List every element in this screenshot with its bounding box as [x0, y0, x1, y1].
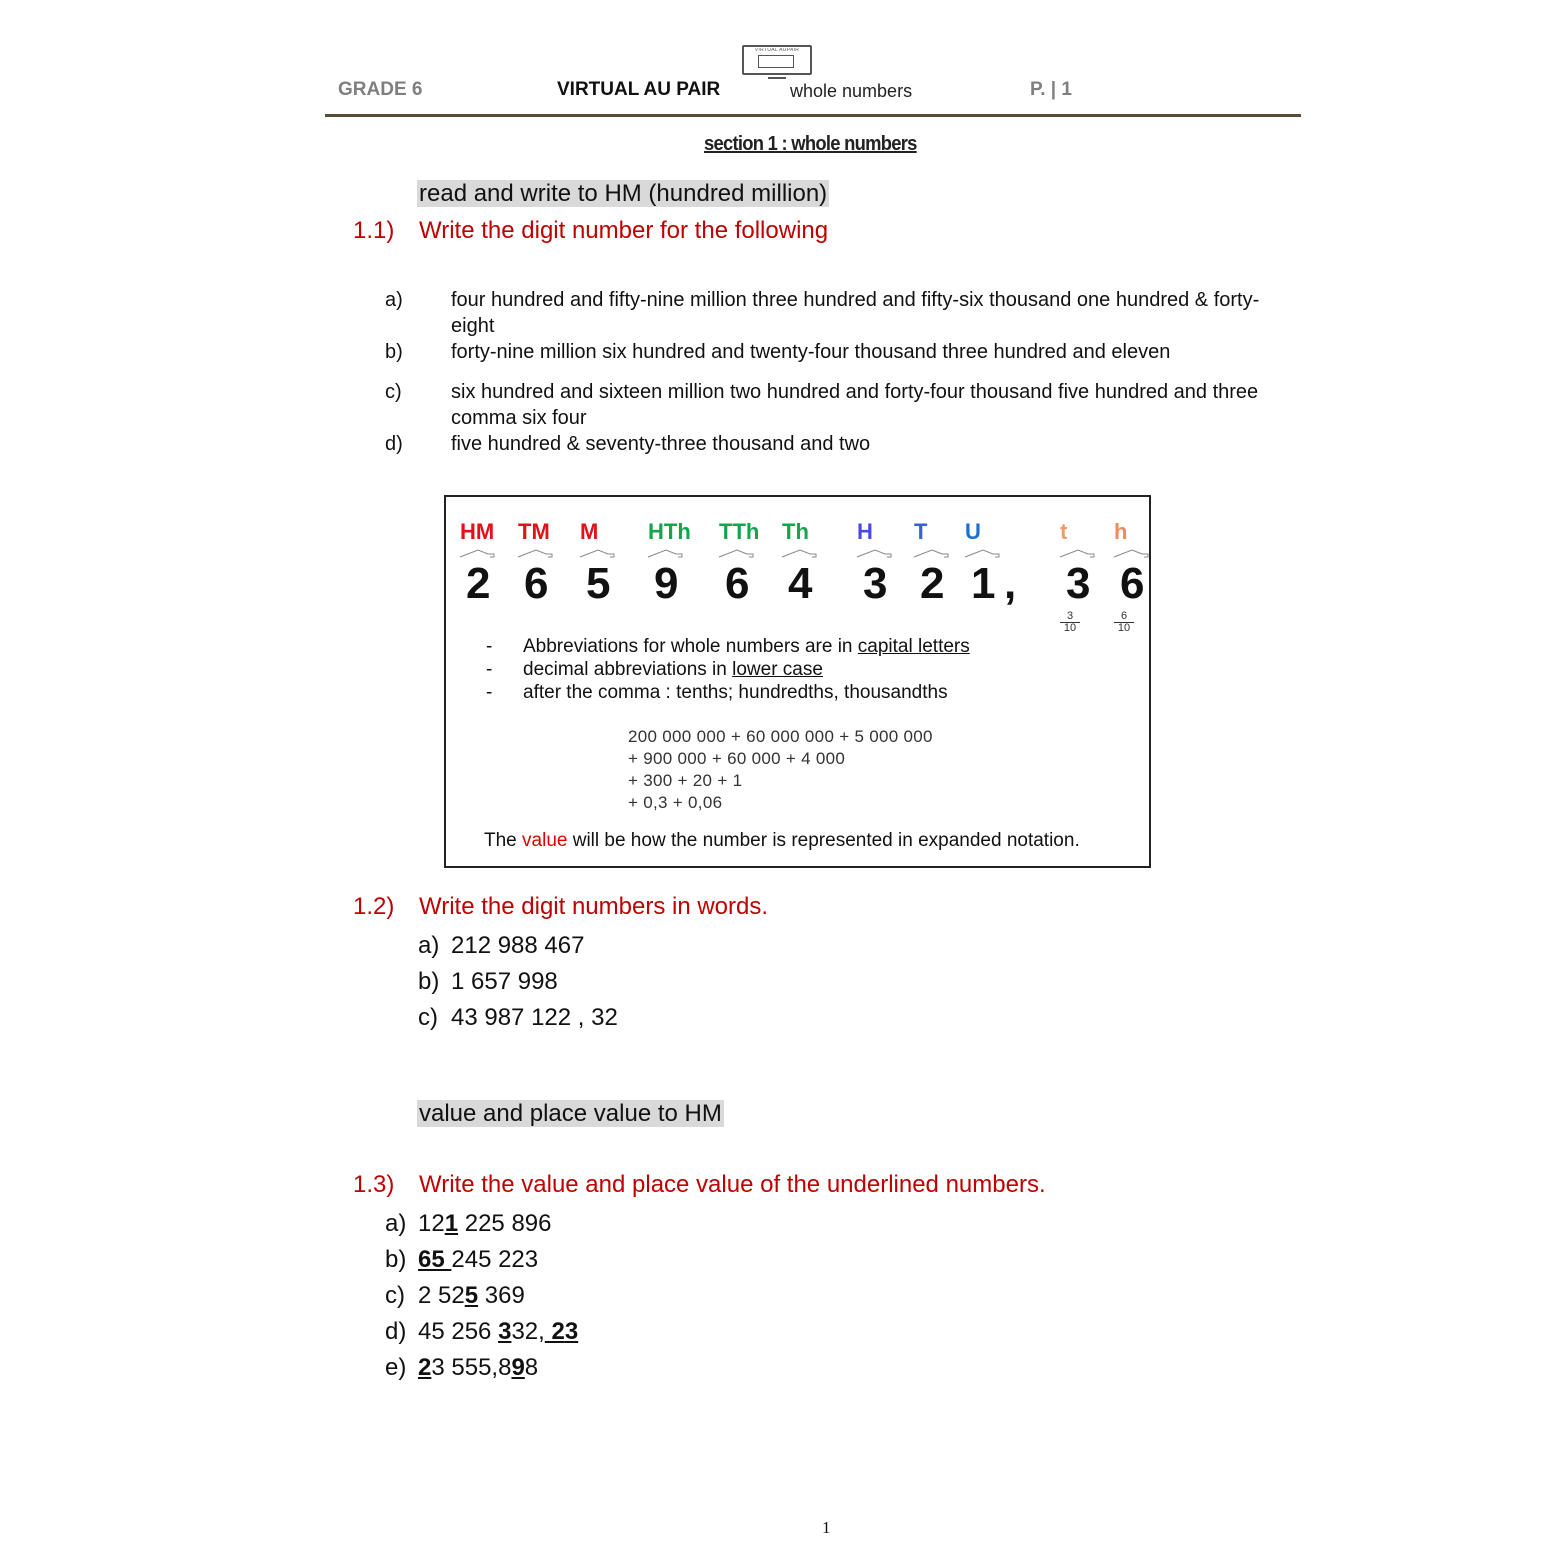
explanation-highlight: value	[522, 830, 568, 851]
question-title: Write the digit numbers in words.	[419, 893, 769, 920]
notes-list	[486, 635, 970, 704]
header-page-number: P. | 1	[1030, 79, 1072, 100]
question-1-1-list	[385, 287, 1298, 457]
item-label: c)	[385, 1282, 405, 1309]
number-text: 45 256	[418, 1318, 499, 1345]
underlined-digit: 3	[498, 1318, 512, 1345]
expanded-line: + 900 000 + 60 000 + 4 000	[628, 749, 846, 768]
place-label-h: h	[1114, 519, 1128, 544]
item-text: five hundred & seventy-three thousand and two	[451, 433, 871, 455]
note-text: Abbreviations for whole numbers are in	[523, 636, 858, 657]
part2-heading	[417, 1100, 724, 1128]
item-text: six hundred and sixteen million two hundred and forty-four thousand five hundred and three comma six four	[451, 381, 1259, 429]
item-text: 1 657 998	[451, 968, 558, 995]
place-label-H: H	[857, 519, 873, 544]
place-pointer-icon	[458, 547, 500, 559]
part2-heading-text: value and place value to HM	[419, 1100, 722, 1127]
place-pointer-icon	[855, 547, 897, 559]
place-digit: 5	[586, 559, 611, 608]
fraction-denominator: 10	[1060, 622, 1080, 634]
topic-label: whole numbers	[790, 81, 913, 101]
fraction-hundredths	[1114, 611, 1134, 634]
place-label-TTh: TTh	[719, 519, 760, 544]
question-title: Write the digit number for the following	[419, 217, 829, 244]
place-pointer-icon	[1058, 547, 1100, 559]
underlined-digit: 9	[511, 1354, 525, 1381]
place-digit: 1	[971, 559, 996, 608]
expanded-line: + 300 + 20 + 1	[628, 771, 743, 790]
place-label-TM: TM	[518, 519, 550, 544]
note-item	[486, 681, 970, 704]
fraction-denominator: 10	[1114, 622, 1134, 634]
grade-label: GRADE 6	[338, 79, 423, 100]
item-label: d)	[385, 1318, 407, 1345]
item-label: a)	[385, 289, 403, 311]
place-label-HTh: HTh	[648, 519, 691, 544]
part1-heading-text: read and write to HM (hundred million)	[419, 180, 828, 207]
underlined-digit: 2	[544, 1318, 565, 1345]
item-label: b)	[385, 1246, 407, 1273]
place-label-t: t	[1060, 519, 1068, 544]
list-item	[385, 1278, 578, 1314]
place-digit: 3	[863, 559, 888, 608]
number-text: 12	[418, 1210, 445, 1237]
place-pointer-icon	[516, 547, 558, 559]
dash: -	[486, 636, 493, 657]
note-item	[486, 658, 970, 681]
note-underlined: lower case	[732, 659, 823, 680]
number-text: 245 223	[451, 1246, 539, 1273]
list-item	[385, 287, 1298, 339]
underlined-digit: 3	[564, 1318, 579, 1345]
brand-name: VIRTUAL AU PAIR	[557, 79, 721, 100]
underlined-digit: 65	[418, 1246, 452, 1273]
question-1-3	[353, 1171, 1046, 1199]
logo-text: VIRTUAL AUPAIR	[754, 48, 800, 53]
place-pointer-icon	[912, 547, 954, 559]
expanded-notation	[628, 726, 933, 814]
question-1-3-list	[385, 1206, 578, 1386]
number-text: 32,	[511, 1318, 545, 1345]
section-title: section 1 : whole numbers	[704, 133, 917, 155]
place-digit: 3	[1066, 559, 1091, 608]
fraction-numerator: 3	[1066, 610, 1074, 622]
list-item	[418, 928, 618, 964]
place-digit: 2	[920, 559, 945, 608]
expanded-line: 200 000 000 + 60 000 000 + 5 000 000	[628, 727, 933, 746]
item-text: 212 988 467	[451, 932, 585, 959]
place-digit: 2	[466, 559, 491, 608]
value-explanation	[484, 830, 1080, 852]
list-item	[385, 1242, 578, 1278]
place-pointer-icon	[646, 547, 688, 559]
place-value-chart	[444, 495, 1151, 868]
item-text: 43 987 122 , 32	[451, 1004, 618, 1031]
place-pointer-icon	[717, 547, 759, 559]
list-item	[385, 379, 1298, 431]
expanded-line: + 0,3 + 0,06	[628, 793, 723, 812]
place-pointer-icon	[1112, 547, 1154, 559]
item-label: a)	[385, 1210, 407, 1237]
place-label-HM: HM	[460, 519, 495, 544]
question-1-1	[353, 217, 828, 245]
place-label-M: M	[580, 519, 599, 544]
part1-heading	[417, 180, 829, 208]
dash: -	[486, 682, 493, 703]
underlined-digit: 2	[418, 1354, 432, 1381]
item-label: b)	[385, 341, 403, 363]
explanation-text: The	[484, 830, 523, 851]
place-digit: 9	[654, 559, 679, 608]
place-digit: 6	[524, 559, 549, 608]
item-label: e)	[385, 1354, 407, 1381]
item-text: four hundred and fifty-nine million three hundred and fifty-six thousand one hundred & forty-eight	[451, 289, 1260, 337]
list-item	[385, 1314, 578, 1350]
list-item	[385, 1350, 578, 1386]
question-title: Write the value and place value of the underlined numbers.	[419, 1171, 1046, 1198]
item-label: d)	[385, 433, 403, 455]
dash: -	[486, 659, 493, 680]
item-label: a)	[418, 932, 440, 959]
place-digit: 6	[725, 559, 750, 608]
place-label-U: U	[965, 519, 981, 544]
fraction-numerator: 6	[1120, 610, 1128, 622]
number-text: 369	[478, 1282, 525, 1309]
place-digit: 6	[1120, 559, 1145, 608]
underlined-digit: 5	[464, 1282, 479, 1309]
item-label: b)	[418, 968, 440, 995]
note-underlined: capital letters	[857, 636, 970, 657]
question-1-2	[353, 893, 768, 921]
question-number: 1.3)	[353, 1171, 395, 1198]
number-text: 225 896	[458, 1210, 552, 1237]
question-number: 1.2)	[353, 893, 395, 920]
number-text: 2 52	[418, 1282, 465, 1309]
list-item	[385, 1206, 578, 1242]
number-text: 8	[524, 1354, 539, 1381]
virtual-au-pair-logo	[742, 45, 812, 75]
note-text: after the comma : tenths; hundredths, thousandths	[523, 682, 948, 703]
item-label: c)	[385, 381, 402, 403]
explanation-text: will be how the number is represented in expanded notation.	[567, 830, 1080, 851]
question-1-2-list	[418, 928, 618, 1036]
place-label-Th: Th	[782, 519, 809, 544]
list-item	[385, 339, 1298, 365]
list-item	[385, 431, 1298, 457]
footer-page-number: 1	[822, 1518, 831, 1537]
list-item	[418, 964, 618, 1000]
note-text: decimal abbreviations in	[523, 659, 733, 680]
place-label-T: T	[914, 519, 928, 544]
place-pointer-icon	[780, 547, 822, 559]
underlined-digit: 1	[444, 1210, 459, 1237]
header-divider	[325, 114, 1301, 117]
monitor-stand-icon	[768, 77, 786, 79]
item-text: forty-nine million six hundred and twenty-four thousand three hundred and eleven	[451, 341, 1171, 363]
place-pointer-icon	[578, 547, 620, 559]
fraction-tenths	[1060, 611, 1080, 634]
note-item	[486, 635, 970, 658]
list-item	[418, 1000, 618, 1036]
decimal-comma: ,	[1004, 559, 1017, 608]
computer-screen-icon	[758, 55, 794, 68]
item-label: c)	[418, 1004, 438, 1031]
place-pointer-icon	[963, 547, 1005, 559]
question-number: 1.1)	[353, 217, 395, 244]
number-text: 3 555,8	[431, 1354, 512, 1381]
place-digit: 4	[788, 559, 813, 608]
